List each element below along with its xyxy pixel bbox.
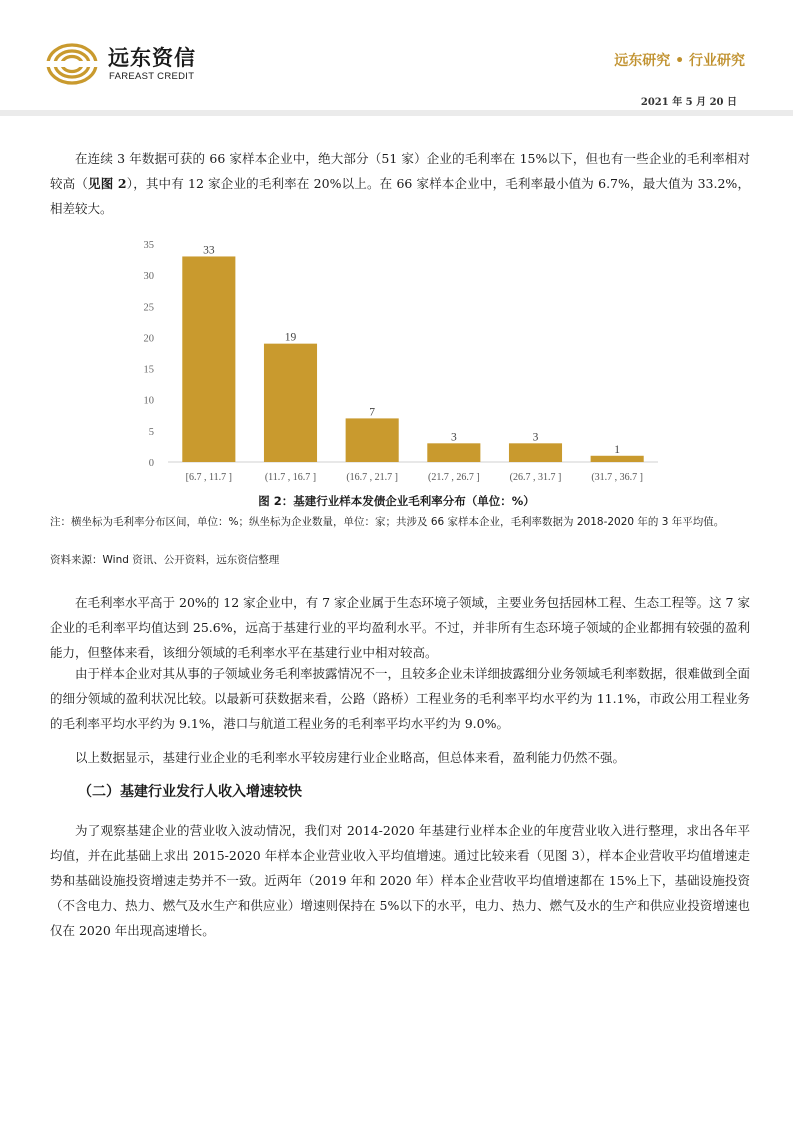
paragraph-1-text-a: 在连续 3 年数据可获的 66 家样本企业中，绝大部分（51 家）企业的毛利率在 15%以下，但也有一些企业的毛利率相对较高（	[50, 151, 750, 191]
report-date: 2021 年 5 月 20 日	[640, 97, 737, 108]
section-heading: （二）基建行业发行人收入增速较快	[78, 784, 302, 800]
y-tick-label: 35	[143, 240, 154, 251]
bar-value-label: 1	[614, 443, 621, 456]
figure-note: 注：横坐标为毛利率分布区间，单位：%；纵坐标为企业数量，单位：家；共涉及 66 家样本企业，毛利率数据为 2018-2020 年的 3 年平均值。	[50, 516, 725, 528]
paragraph-4: 以上数据显示，基建行业企业的毛利率水平较房建行业企业略高，但总体来看，盈利能力仍然不强。	[75, 750, 626, 765]
x-category-label: (11.7 , 16.7 ]	[264, 472, 317, 483]
bar	[346, 418, 399, 462]
bar	[591, 456, 644, 462]
figure-reference: 见图 2	[88, 176, 127, 191]
paragraph-5: 为了观察基建企业的营业收入波动情况，我们对 2014-2020 年基建行业样本企业的年度营业收入进行整理，求出各年平均值，并在此基础上求出 2015-2020 年样本企业营业收入平均值增速。通过比较来看（见图 3），样本企业营收平均值增速走势和基础设施投资增速走势并不一致。近两年（2019 年和 2020 年）样本企业营收平均值增速都在 15%上下，基础设施投资（不含电力、热力、燃气及水生产和供应业）增速则保持在 5%以下的水平，电力、热力、燃气及水的生产和供应业投资增速也仅在 2020 年出现高速增长。	[50, 823, 750, 938]
figure-caption: 图 2：基建行业样本发债企业毛利率分布（单位：%）	[258, 494, 535, 508]
margin-distribution-chart	[130, 232, 665, 490]
paragraph-1	[50, 146, 750, 221]
figure-source: 资料来源：Wind 资讯、公开资料，远东资信整理	[50, 554, 280, 566]
x-category-label: (26.7 , 31.7 ]	[509, 472, 562, 483]
y-tick-label: 0	[148, 458, 154, 469]
bar-value-label: 3	[450, 431, 457, 444]
y-tick-label: 25	[143, 302, 154, 314]
chart-canvas	[130, 232, 665, 490]
logo-english-name: FAREAST CREDIT	[109, 71, 195, 82]
y-tick-label: 5	[148, 426, 154, 438]
page-header	[0, 0, 793, 120]
logo-mark-icon	[46, 40, 102, 88]
bar-value-label: 3	[532, 431, 539, 444]
y-tick-label: 30	[143, 271, 154, 283]
bar-value-label: 7	[369, 406, 376, 419]
y-tick-label: 15	[143, 364, 154, 376]
fareast-credit-logo	[46, 40, 206, 88]
x-category-label: (21.7 , 26.7 ]	[427, 472, 480, 483]
report-series: 远东研究 • 行业研究	[614, 53, 745, 69]
logo-chinese-name: 远东资信	[108, 46, 196, 70]
x-axis-labels	[186, 472, 643, 483]
bar-value-label: 19	[284, 331, 297, 344]
bar	[182, 256, 235, 462]
y-tick-label: 10	[143, 395, 154, 407]
y-tick-label: 20	[143, 333, 154, 345]
x-category-label: (16.7 , 21.7 ]	[346, 472, 399, 483]
bar-value-label: 33	[203, 244, 215, 257]
y-axis	[144, 240, 155, 469]
bar	[509, 443, 562, 462]
x-category-label: (31.7 , 36.7 ]	[591, 472, 644, 483]
x-category-label: [6.7 , 11.7 ]	[185, 472, 232, 483]
paragraph-3: 由于样本企业对其从事的子领域业务毛利率披露情况不一，且较多企业未详细披露细分业务领域毛利率数据，很难做到全面的细分领域的盈利状况比较。以最新可获数据来看，公路（路桥）工程业务的毛利率平均水平约为 11.1%，市政公用工程业务的毛利率平均水平约为 9.1%，港口与航道工程业务的毛利率平均水平约为 9.0%。	[50, 666, 751, 731]
paragraph-2: 在毛利率水平高于 20%的 12 家企业中，有 7 家企业属于生态环境子领域，主要业务包括园林工程、生态工程等。这 7 家企业的毛利率平均值达到 25.6%，远高于基建行业的平均盈利水平。不过，并非所有生态环境子领域的企业都拥有较强的盈利能力，但整体来看，该细分领域的毛利率水平在基建行业中相对较高。	[50, 595, 750, 660]
bar	[427, 443, 480, 462]
bar-series	[182, 244, 643, 462]
header-divider	[0, 110, 793, 116]
paragraph-1-text-b: ），其中有 12 家企业的毛利率在 20%以上。在 66 家样本企业中，毛利率最小值为 6.7%，最大值为 33.2%，相差较大。	[50, 176, 750, 216]
bar	[264, 344, 317, 462]
